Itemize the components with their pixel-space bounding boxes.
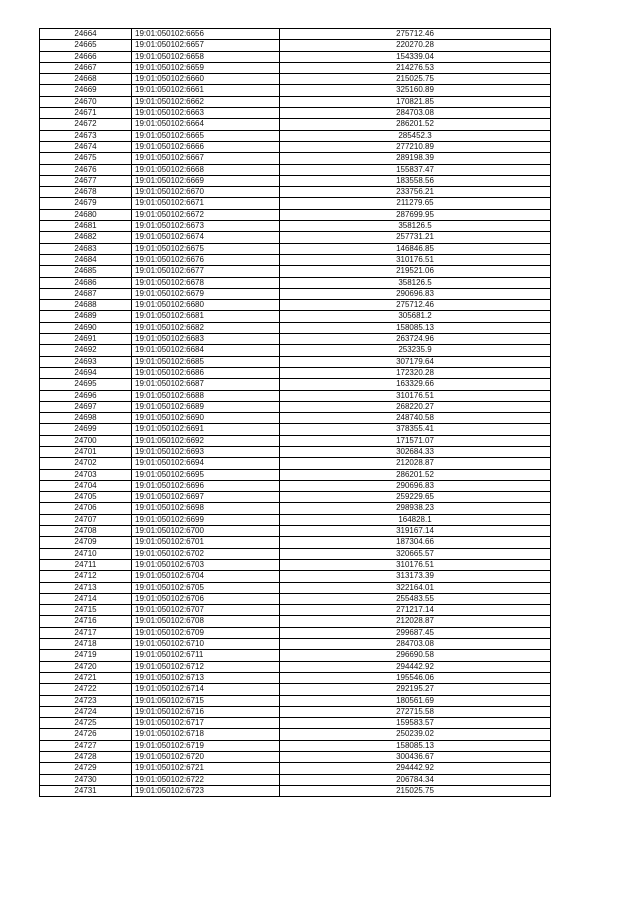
table-row [40, 141, 551, 152]
row-number-cell: 24673 [40, 130, 132, 141]
cadastral-number-cell: 19:01:050102:6712 [132, 661, 280, 672]
value-cell: 187304.66 [280, 537, 551, 548]
table-row [40, 752, 551, 763]
table-row [40, 706, 551, 717]
row-number-cell: 24708 [40, 526, 132, 537]
row-number-cell: 24689 [40, 311, 132, 322]
row-number-cell: 24731 [40, 785, 132, 796]
value-cell: 378355.41 [280, 424, 551, 435]
table-row [40, 740, 551, 751]
cadastral-number-cell: 19:01:050102:6713 [132, 672, 280, 683]
row-number-cell: 24721 [40, 672, 132, 683]
cadastral-number-cell: 19:01:050102:6695 [132, 469, 280, 480]
cadastral-number-cell: 19:01:050102:6667 [132, 153, 280, 164]
value-cell: 171571.07 [280, 435, 551, 446]
table-row [40, 672, 551, 683]
row-number-cell: 24723 [40, 695, 132, 706]
row-number-cell: 24687 [40, 288, 132, 299]
value-cell: 271217.14 [280, 605, 551, 616]
row-number-cell: 24667 [40, 62, 132, 73]
cadastral-number-cell: 19:01:050102:6710 [132, 639, 280, 650]
row-number-cell: 24681 [40, 221, 132, 232]
table-row [40, 627, 551, 638]
cadastral-number-cell: 19:01:050102:6691 [132, 424, 280, 435]
table-row [40, 435, 551, 446]
row-number-cell: 24664 [40, 29, 132, 40]
value-cell: 358126.5 [280, 221, 551, 232]
row-number-cell: 24699 [40, 424, 132, 435]
cadastral-number-cell: 19:01:050102:6701 [132, 537, 280, 548]
cadastral-number-cell: 19:01:050102:6662 [132, 96, 280, 107]
value-cell: 212028.87 [280, 458, 551, 469]
table-row [40, 175, 551, 186]
table-row [40, 661, 551, 672]
table-row [40, 108, 551, 119]
row-number-cell: 24717 [40, 627, 132, 638]
row-number-cell: 24697 [40, 401, 132, 412]
row-number-cell: 24709 [40, 537, 132, 548]
table-row [40, 616, 551, 627]
cadastral-number-cell: 19:01:050102:6672 [132, 209, 280, 220]
row-number-cell: 24728 [40, 752, 132, 763]
table-row [40, 85, 551, 96]
cadastral-number-cell: 19:01:050102:6666 [132, 141, 280, 152]
value-cell: 170821.85 [280, 96, 551, 107]
row-number-cell: 24686 [40, 277, 132, 288]
value-cell: 215025.75 [280, 785, 551, 796]
row-number-cell: 24682 [40, 232, 132, 243]
row-number-cell: 24719 [40, 650, 132, 661]
value-cell: 319167.14 [280, 526, 551, 537]
value-cell: 290696.83 [280, 480, 551, 491]
row-number-cell: 24705 [40, 492, 132, 503]
table-row [40, 96, 551, 107]
table-row [40, 492, 551, 503]
table-row [40, 480, 551, 491]
cadastral-number-cell: 19:01:050102:6700 [132, 526, 280, 537]
row-number-cell: 24729 [40, 763, 132, 774]
row-number-cell: 24714 [40, 593, 132, 604]
value-cell: 298938.23 [280, 503, 551, 514]
table-row [40, 763, 551, 774]
cadastral-number-cell: 19:01:050102:6687 [132, 379, 280, 390]
cadastral-number-cell: 19:01:050102:6720 [132, 752, 280, 763]
table-row [40, 639, 551, 650]
value-cell: 310176.51 [280, 254, 551, 265]
cadastral-number-cell: 19:01:050102:6690 [132, 413, 280, 424]
table-row [40, 718, 551, 729]
table-row [40, 729, 551, 740]
value-cell: 307179.64 [280, 356, 551, 367]
cadastral-number-cell: 19:01:050102:6708 [132, 616, 280, 627]
value-cell: 305681.2 [280, 311, 551, 322]
cadastral-number-cell: 19:01:050102:6696 [132, 480, 280, 491]
row-number-cell: 24692 [40, 345, 132, 356]
cadastral-number-cell: 19:01:050102:6669 [132, 175, 280, 186]
table-row [40, 401, 551, 412]
value-cell: 164828.1 [280, 514, 551, 525]
cadastral-number-cell: 19:01:050102:6718 [132, 729, 280, 740]
row-number-cell: 24669 [40, 85, 132, 96]
table-row [40, 379, 551, 390]
table-row [40, 119, 551, 130]
cadastral-number-cell: 19:01:050102:6678 [132, 277, 280, 288]
table-row [40, 774, 551, 785]
cadastral-number-cell: 19:01:050102:6674 [132, 232, 280, 243]
table-row [40, 503, 551, 514]
table-row [40, 605, 551, 616]
table-row [40, 367, 551, 378]
value-cell: 220270.28 [280, 40, 551, 51]
row-number-cell: 24700 [40, 435, 132, 446]
row-number-cell: 24683 [40, 243, 132, 254]
table-row [40, 232, 551, 243]
row-number-cell: 24711 [40, 559, 132, 570]
table-row [40, 571, 551, 582]
row-number-cell: 24694 [40, 367, 132, 378]
row-number-cell: 24718 [40, 639, 132, 650]
row-number-cell: 24716 [40, 616, 132, 627]
value-cell: 154339.04 [280, 51, 551, 62]
table-row [40, 164, 551, 175]
cadastral-number-cell: 19:01:050102:6688 [132, 390, 280, 401]
table-row [40, 469, 551, 480]
row-number-cell: 24707 [40, 514, 132, 525]
cadastral-number-cell: 19:01:050102:6692 [132, 435, 280, 446]
cadastral-number-cell: 19:01:050102:6722 [132, 774, 280, 785]
value-cell: 275712.46 [280, 300, 551, 311]
row-number-cell: 24701 [40, 446, 132, 457]
value-cell: 275712.46 [280, 29, 551, 40]
value-cell: 290696.83 [280, 288, 551, 299]
value-cell: 302684.33 [280, 446, 551, 457]
table-body [40, 29, 551, 797]
row-number-cell: 24727 [40, 740, 132, 751]
value-cell: 320665.57 [280, 548, 551, 559]
cadastral-number-cell: 19:01:050102:6706 [132, 593, 280, 604]
cadastral-number-cell: 19:01:050102:6698 [132, 503, 280, 514]
value-cell: 313173.39 [280, 571, 551, 582]
value-cell: 214276.53 [280, 62, 551, 73]
row-number-cell: 24665 [40, 40, 132, 51]
table-row [40, 424, 551, 435]
cadastral-number-cell: 19:01:050102:6663 [132, 108, 280, 119]
table-row [40, 695, 551, 706]
row-number-cell: 24702 [40, 458, 132, 469]
cadastral-number-cell: 19:01:050102:6671 [132, 198, 280, 209]
cadastral-number-cell: 19:01:050102:6680 [132, 300, 280, 311]
row-number-cell: 24670 [40, 96, 132, 107]
cadastral-number-cell: 19:01:050102:6679 [132, 288, 280, 299]
cadastral-number-cell: 19:01:050102:6658 [132, 51, 280, 62]
value-cell: 287699.95 [280, 209, 551, 220]
cadastral-number-cell: 19:01:050102:6682 [132, 322, 280, 333]
row-number-cell: 24666 [40, 51, 132, 62]
cadastral-number-cell: 19:01:050102:6683 [132, 334, 280, 345]
value-cell: 255483.55 [280, 593, 551, 604]
cadastral-number-cell: 19:01:050102:6704 [132, 571, 280, 582]
value-cell: 310176.51 [280, 390, 551, 401]
value-cell: 183558.56 [280, 175, 551, 186]
cadastral-number-cell: 19:01:050102:6715 [132, 695, 280, 706]
row-number-cell: 24677 [40, 175, 132, 186]
cadastral-number-cell: 19:01:050102:6659 [132, 62, 280, 73]
table-row [40, 198, 551, 209]
value-cell: 300436.67 [280, 752, 551, 763]
value-cell: 263724.96 [280, 334, 551, 345]
cadastral-number-cell: 19:01:050102:6717 [132, 718, 280, 729]
cadastral-number-cell: 19:01:050102:6656 [132, 29, 280, 40]
cadastral-number-cell: 19:01:050102:6697 [132, 492, 280, 503]
cadastral-number-cell: 19:01:050102:6702 [132, 548, 280, 559]
table-row [40, 322, 551, 333]
row-number-cell: 24668 [40, 74, 132, 85]
value-cell: 322164.01 [280, 582, 551, 593]
table-row [40, 446, 551, 457]
value-cell: 294442.92 [280, 763, 551, 774]
cadastral-number-cell: 19:01:050102:6707 [132, 605, 280, 616]
table-row [40, 537, 551, 548]
value-cell: 250239.02 [280, 729, 551, 740]
value-cell: 233756.21 [280, 187, 551, 198]
row-number-cell: 24674 [40, 141, 132, 152]
value-cell: 292195.27 [280, 684, 551, 695]
cadastral-number-cell: 19:01:050102:6684 [132, 345, 280, 356]
cadastral-number-cell: 19:01:050102:6657 [132, 40, 280, 51]
table-row [40, 266, 551, 277]
value-cell: 172320.28 [280, 367, 551, 378]
table-row [40, 62, 551, 73]
cadastral-number-cell: 19:01:050102:6693 [132, 446, 280, 457]
table-row [40, 311, 551, 322]
cadastral-number-cell: 19:01:050102:6714 [132, 684, 280, 695]
value-cell: 277210.89 [280, 141, 551, 152]
table-row [40, 300, 551, 311]
cadastral-number-cell: 19:01:050102:6689 [132, 401, 280, 412]
value-cell: 325160.89 [280, 85, 551, 96]
row-number-cell: 24696 [40, 390, 132, 401]
cadastral-number-cell: 19:01:050102:6723 [132, 785, 280, 796]
row-number-cell: 24690 [40, 322, 132, 333]
cadastral-number-cell: 19:01:050102:6677 [132, 266, 280, 277]
row-number-cell: 24695 [40, 379, 132, 390]
value-cell: 296690.58 [280, 650, 551, 661]
row-number-cell: 24703 [40, 469, 132, 480]
cadastral-number-cell: 19:01:050102:6694 [132, 458, 280, 469]
row-number-cell: 24722 [40, 684, 132, 695]
value-cell: 212028.87 [280, 616, 551, 627]
table-row [40, 458, 551, 469]
table-row [40, 526, 551, 537]
cadastral-number-cell: 19:01:050102:6661 [132, 85, 280, 96]
table-row [40, 356, 551, 367]
table-row [40, 243, 551, 254]
value-cell: 284703.08 [280, 108, 551, 119]
row-number-cell: 24675 [40, 153, 132, 164]
value-cell: 180561.69 [280, 695, 551, 706]
table-row [40, 221, 551, 232]
table-row [40, 288, 551, 299]
row-number-cell: 24715 [40, 605, 132, 616]
cadastral-number-cell: 19:01:050102:6709 [132, 627, 280, 638]
table-row [40, 334, 551, 345]
value-cell: 211279.65 [280, 198, 551, 209]
row-number-cell: 24730 [40, 774, 132, 785]
row-number-cell: 24724 [40, 706, 132, 717]
table-row [40, 130, 551, 141]
value-cell: 155837.47 [280, 164, 551, 175]
value-cell: 294442.92 [280, 661, 551, 672]
cadastral-number-cell: 19:01:050102:6716 [132, 706, 280, 717]
row-number-cell: 24691 [40, 334, 132, 345]
table-row [40, 514, 551, 525]
row-number-cell: 24720 [40, 661, 132, 672]
value-cell: 286201.52 [280, 119, 551, 130]
value-cell: 215025.75 [280, 74, 551, 85]
row-number-cell: 24671 [40, 108, 132, 119]
value-cell: 285452.3 [280, 130, 551, 141]
value-cell: 310176.51 [280, 559, 551, 570]
row-number-cell: 24710 [40, 548, 132, 559]
row-number-cell: 24685 [40, 266, 132, 277]
cadastral-number-cell: 19:01:050102:6681 [132, 311, 280, 322]
cadastral-number-cell: 19:01:050102:6703 [132, 559, 280, 570]
row-number-cell: 24713 [40, 582, 132, 593]
table-row [40, 254, 551, 265]
cadastral-number-cell: 19:01:050102:6719 [132, 740, 280, 751]
table-row [40, 593, 551, 604]
value-cell: 299687.45 [280, 627, 551, 638]
cadastral-number-cell: 19:01:050102:6670 [132, 187, 280, 198]
row-number-cell: 24688 [40, 300, 132, 311]
table-row [40, 559, 551, 570]
cadastral-number-cell: 19:01:050102:6660 [132, 74, 280, 85]
cadastral-number-cell: 19:01:050102:6685 [132, 356, 280, 367]
cadastral-number-cell: 19:01:050102:6699 [132, 514, 280, 525]
row-number-cell: 24676 [40, 164, 132, 175]
row-number-cell: 24693 [40, 356, 132, 367]
cadastral-number-cell: 19:01:050102:6673 [132, 221, 280, 232]
table-row [40, 582, 551, 593]
row-number-cell: 24725 [40, 718, 132, 729]
value-cell: 158085.13 [280, 740, 551, 751]
value-cell: 253235.9 [280, 345, 551, 356]
value-cell: 259229.65 [280, 492, 551, 503]
row-number-cell: 24678 [40, 187, 132, 198]
table-row [40, 390, 551, 401]
row-number-cell: 24679 [40, 198, 132, 209]
cadastral-number-cell: 19:01:050102:6711 [132, 650, 280, 661]
cadastral-value-table [39, 28, 551, 797]
table-row [40, 29, 551, 40]
cadastral-number-cell: 19:01:050102:6676 [132, 254, 280, 265]
row-number-cell: 24680 [40, 209, 132, 220]
table-row [40, 345, 551, 356]
value-cell: 284703.08 [280, 639, 551, 650]
row-number-cell: 24712 [40, 571, 132, 582]
value-cell: 146846.85 [280, 243, 551, 254]
row-number-cell: 24672 [40, 119, 132, 130]
value-cell: 159583.57 [280, 718, 551, 729]
table-row [40, 785, 551, 796]
cadastral-number-cell: 19:01:050102:6721 [132, 763, 280, 774]
table-row [40, 40, 551, 51]
table-row [40, 684, 551, 695]
row-number-cell: 24684 [40, 254, 132, 265]
table-row [40, 413, 551, 424]
table-row [40, 650, 551, 661]
table-row [40, 548, 551, 559]
value-cell: 248740.58 [280, 413, 551, 424]
cadastral-number-cell: 19:01:050102:6664 [132, 119, 280, 130]
table-row [40, 153, 551, 164]
value-cell: 163329.66 [280, 379, 551, 390]
value-cell: 289198.39 [280, 153, 551, 164]
table-row [40, 187, 551, 198]
cadastral-number-cell: 19:01:050102:6668 [132, 164, 280, 175]
value-cell: 257731.21 [280, 232, 551, 243]
value-cell: 268220.27 [280, 401, 551, 412]
table-row [40, 51, 551, 62]
cadastral-number-cell: 19:01:050102:6665 [132, 130, 280, 141]
value-cell: 195546.06 [280, 672, 551, 683]
cadastral-number-cell: 19:01:050102:6705 [132, 582, 280, 593]
value-cell: 219521.06 [280, 266, 551, 277]
value-cell: 358126.5 [280, 277, 551, 288]
row-number-cell: 24704 [40, 480, 132, 491]
value-cell: 272715.58 [280, 706, 551, 717]
table-row [40, 209, 551, 220]
row-number-cell: 24706 [40, 503, 132, 514]
row-number-cell: 24726 [40, 729, 132, 740]
cadastral-number-cell: 19:01:050102:6686 [132, 367, 280, 378]
value-cell: 286201.52 [280, 469, 551, 480]
value-cell: 158085.13 [280, 322, 551, 333]
row-number-cell: 24698 [40, 413, 132, 424]
value-cell: 206784.34 [280, 774, 551, 785]
cadastral-number-cell: 19:01:050102:6675 [132, 243, 280, 254]
table-row [40, 74, 551, 85]
table-row [40, 277, 551, 288]
